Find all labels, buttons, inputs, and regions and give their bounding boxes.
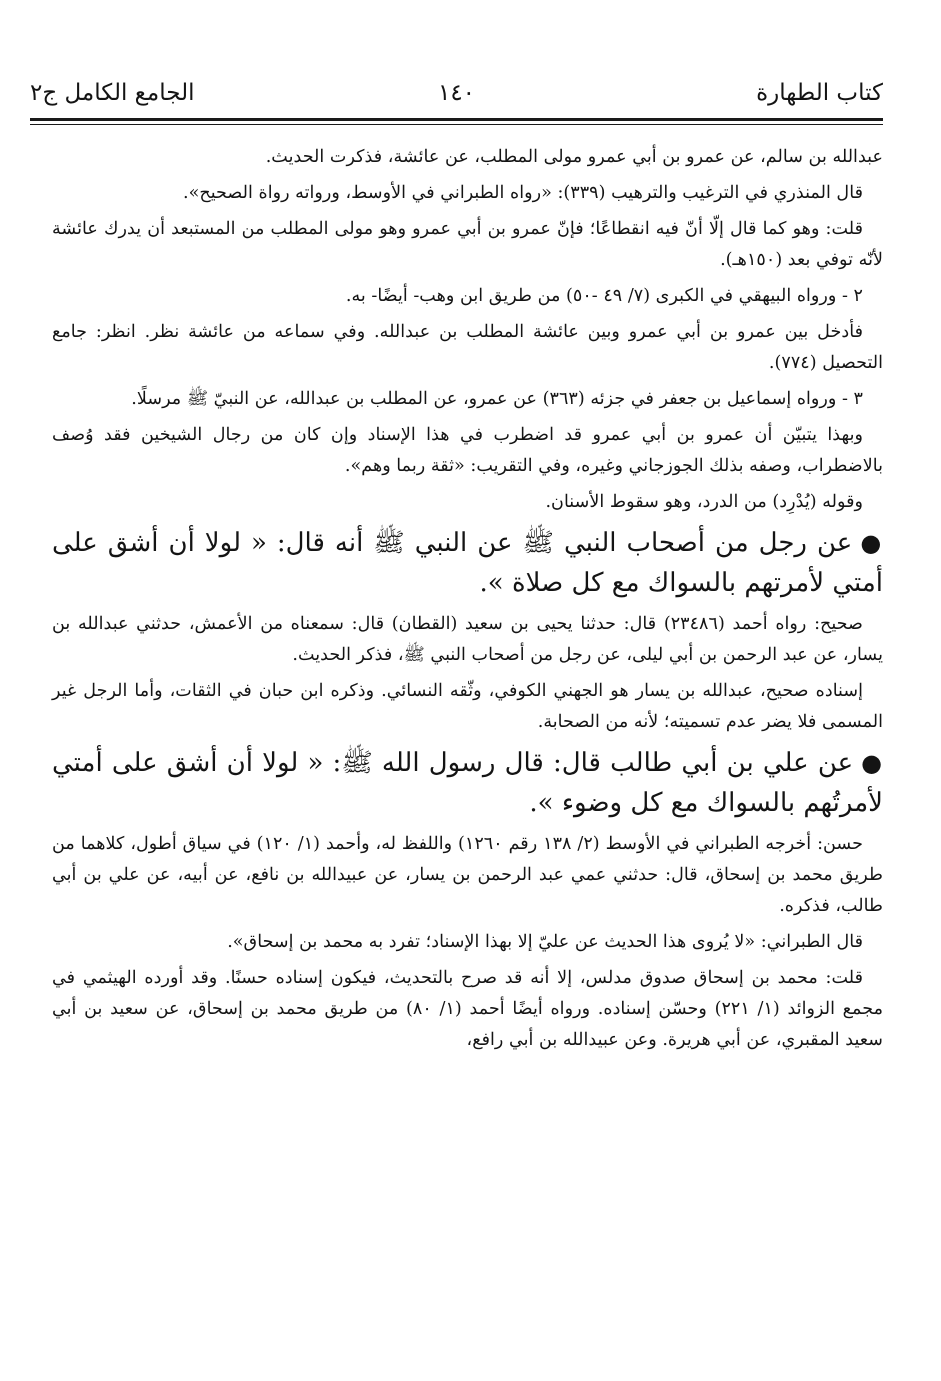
header-rule-thin xyxy=(30,124,883,125)
hadith-body: عن رجل من أصحاب النبي ﷺ عن النبي ﷺ أنه قال: « لولا أن أشق على أمتي لأمرتهم بالسواك مع كل صلاة ». xyxy=(52,528,883,598)
paragraph: قال الطبراني: «لا يُروى هذا الحديث عن عليّ إلا بهذا الإسناد؛ تفرد به محمد بن إسحاق». xyxy=(227,932,863,952)
paragraph: فأدخل بين عمرو بن أبي عمرو وبين عائشة المطلب بن عبدالله. وفي سماعه من عائشة نظر. انظر: جامع التحصيل (٧٧٤). xyxy=(52,322,883,373)
paragraph: وقوله (يُدْرِد) من الدرد، وهو سقوط الأسنان. xyxy=(545,492,863,512)
paragraph: قال المنذري في الترغيب والترهيب (٣٣٩): «رواه الطبراني في الأوسط، ورواته رواة الصحيح». xyxy=(183,183,863,203)
hadith-text xyxy=(52,523,883,603)
paragraph: عبدالله بن سالم، عن عمرو بن أبي عمرو مولى المطلب، عن عائشة، فذكرت الحديث. xyxy=(265,147,883,167)
paragraph: قلت: وهو كما قال إلّا أنّ فيه انقطاعًا؛ فإنّ عمرو بن أبي عمرو وهو مولى المطلب من المستبعد أن يدرك عائشة لأنّه توفي بعد (١٥٠هـ). xyxy=(52,219,883,270)
paragraph: ٣ - ورواه إسماعيل بن جعفر في جزئه (٣٦٣) عن عمرو، عن المطلب بن عبدالله، عن النبيّ ﷺ مرسلًا. xyxy=(131,389,863,409)
paragraph: صحيح: رواه أحمد (٢٣٤٨٦) قال: حدثنا يحيى بن سعيد (القطان) قال: سمعناه من الأعمش، حدثني عبدالله بن يسار، عن عبد الرحمن بن أبي ليلى، عن رجل من أصحاب النبي ﷺ، فذكر الحديث. xyxy=(52,614,883,665)
header-rule-thick xyxy=(30,118,883,121)
hadith-text xyxy=(52,743,883,823)
page-number: ١٤٠ xyxy=(437,80,476,106)
paragraph: وبهذا يتبيّن أن عمرو بن أبي عمرو قد اضطرب في هذا الإسناد وإن كان من رجال الشيخين فقد وُصف بالاضطراب، وصفه بذلك الجوزجاني وغيره، وفي التقريب: «ثقة ربما وهم». xyxy=(52,425,883,476)
paragraph: قلت: محمد بن إسحاق صدوق مدلس، إلا أنه قد صرح بالتحديث، فيكون إسناده حسنًا. وقد أورده الهيثمي في مجمع الزوائد (١/ ٢٢١) وحسّن إسناده. ورواه أيضًا أحمد (١/ ٨٠) من طريق محمد بن إسحاق، عن سعيد بن أبي سعيد المقبري، عن أبي هريرة. وعن عبيدالله بن أبي رافع، xyxy=(52,968,883,1050)
page-header xyxy=(30,74,883,114)
paragraph: حسن: أخرجه الطبراني في الأوسط (٢/ ١٣٨ رقم ١٢٦٠) واللفظ له، وأحمد (١/ ١٢٠) في سياق أطول، كلاهما من طريق محمد بن إسحاق، قال: حدثني عمي عبد الرحمن بن يسار، عن عبيدالله بن نافع، عن أبيه، عن علي بن أبي طالب، فذكره. xyxy=(52,834,883,916)
book-title: الجامع الكامل ج٢ xyxy=(30,80,195,106)
page-body xyxy=(52,142,883,1061)
hadith-body: عن علي بن أبي طالب قال: قال رسول الله ﷺ: « لولا أن أشق على أمتي لأمرتُهم بالسواك مع كل وضوء ». xyxy=(52,748,883,818)
chapter-title: كتاب الطهارة xyxy=(756,80,883,106)
bullet-icon: ● xyxy=(861,749,883,777)
paragraph: ٢ - ورواه البيهقي في الكبرى (٧/ ٤٩ -٥٠) من طريق ابن وهب- أيضًا- به. xyxy=(345,286,863,306)
paragraph: إسناده صحيح، عبدالله بن يسار هو الجهني الكوفي، وثّقه النسائي. وذكره ابن حبان في الثقات، وأما الرجل غير المسمى فلا يضر عدم تسميته؛ لأنه من الصحابة. xyxy=(52,681,883,732)
bullet-icon: ● xyxy=(860,529,883,557)
